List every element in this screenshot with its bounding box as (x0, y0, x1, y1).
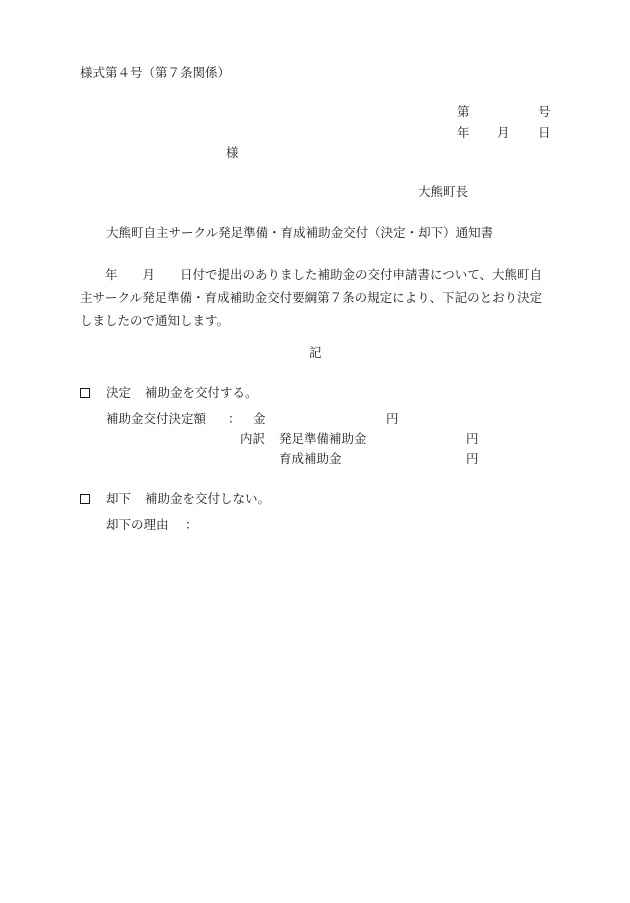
amount-colon: ： (228, 411, 241, 426)
rejection-reason-colon: ： (185, 517, 198, 532)
breakdown-item-2-yen: 円 (466, 451, 479, 466)
amount-yen: 円 (386, 411, 399, 426)
rejection-reason-label: 却下の理由 (106, 517, 169, 532)
rejection-checkbox[interactable] (80, 493, 90, 506)
rejection-text: 補助金を交付しない。 (145, 491, 271, 506)
decision-text: 補助金を交付する。 (145, 385, 258, 400)
addressee-sama: 様 (226, 145, 239, 160)
amount-label: 補助金交付決定額 (106, 411, 207, 426)
decision-checkbox[interactable] (80, 387, 90, 400)
body-paragraph: 年 月 日付で提出のありました補助金の交付申請書について、大熊町自主サークル発足準備・育成補助金交付要綱第７条の規定により、下記のとおり決定しましたので通知します。 (80, 267, 543, 328)
issue-day: 日 (538, 125, 551, 140)
ki-heading: 記 (309, 345, 322, 360)
sender-name: 大熊町長 (418, 184, 469, 199)
breakdown-label: 内訳 (240, 431, 266, 446)
decision-label: 決定 (106, 385, 132, 400)
issue-dai: 第 (457, 104, 470, 119)
breakdown-item-1-yen: 円 (466, 431, 479, 446)
breakdown-item-2-name: 育成補助金 (279, 451, 342, 466)
issue-month: 月 (497, 125, 510, 140)
amount-kin: 金 (253, 411, 266, 426)
rejection-label: 却下 (106, 491, 132, 506)
document-title: 大熊町自主サークル発足準備・育成補助金交付（決定・却下）通知書 (106, 225, 494, 240)
form-number: 様式第４号（第７条関係） (80, 65, 231, 80)
issue-year: 年 (457, 125, 470, 140)
breakdown-item-1-name: 発足準備補助金 (279, 431, 367, 446)
issue-go: 号 (538, 104, 551, 119)
